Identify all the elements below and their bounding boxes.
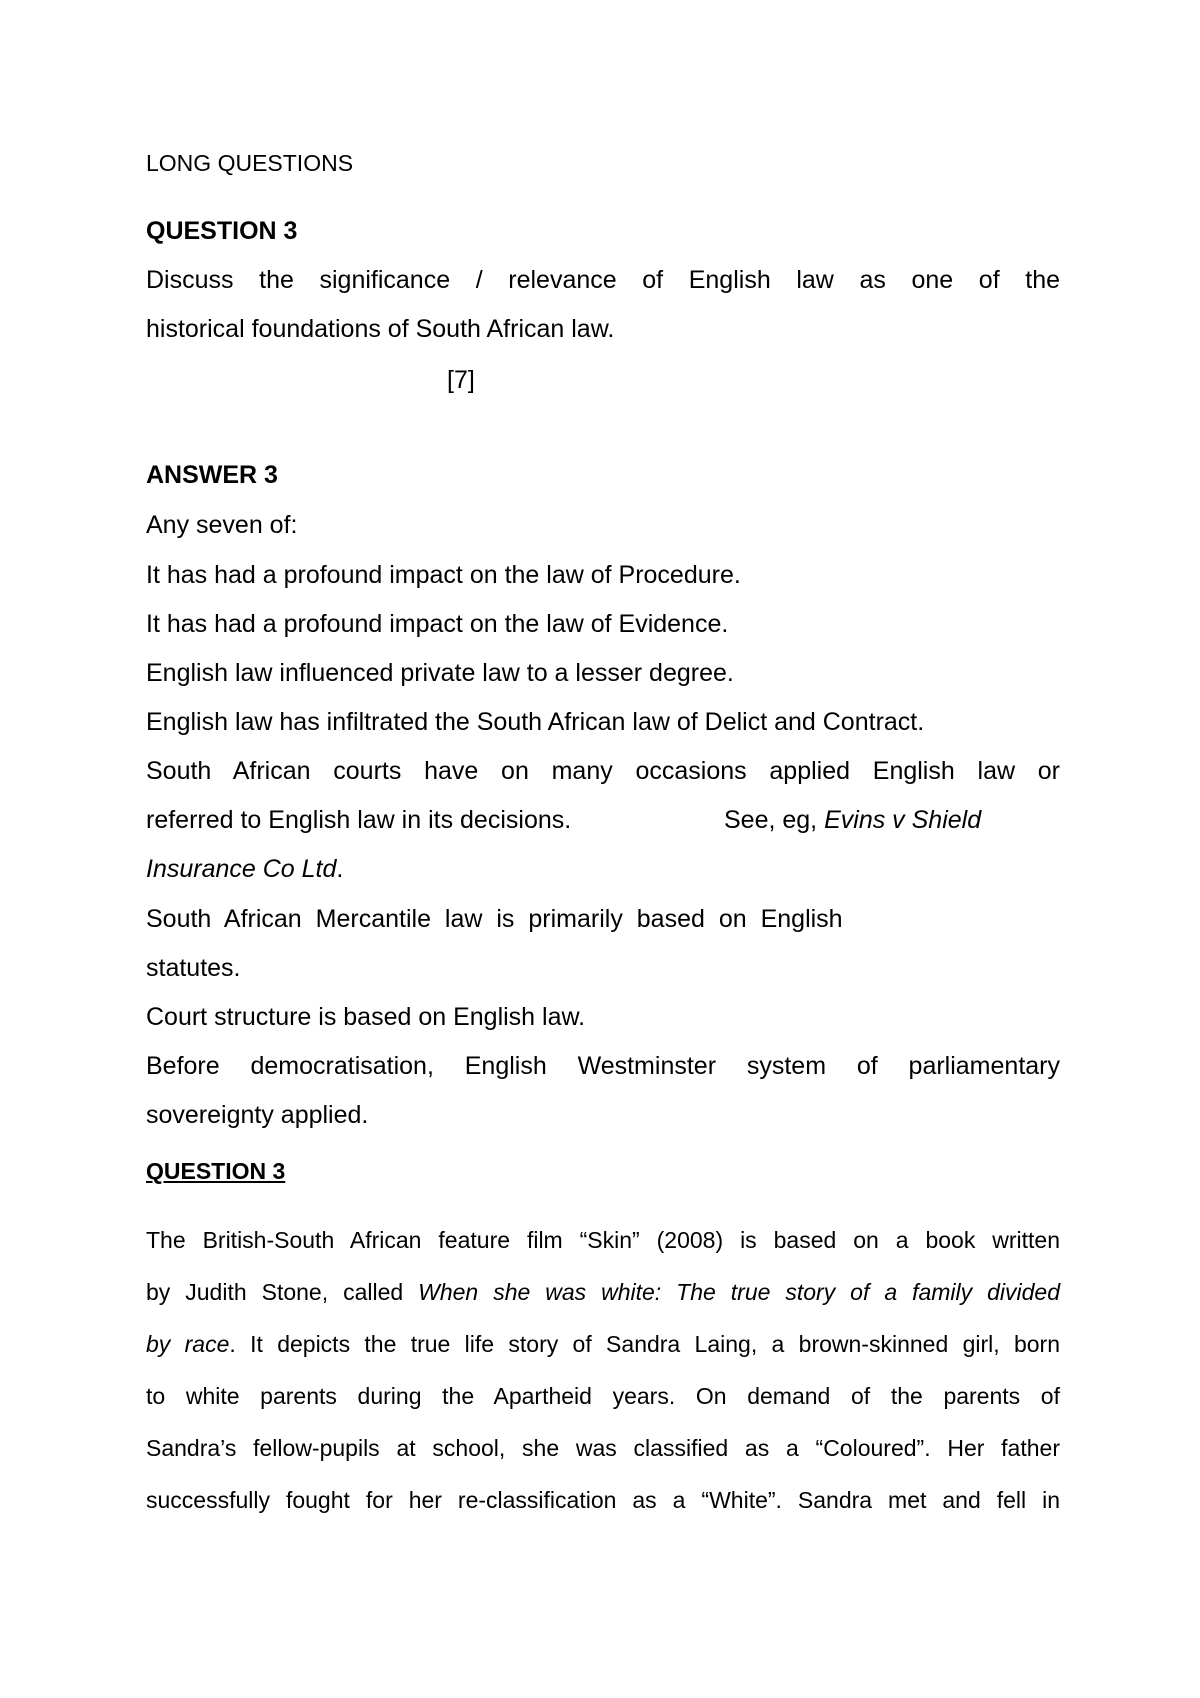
passage-text: . It depicts the true life story of Sandra Laing, a brown-skinned girl, born (229, 1331, 1060, 1357)
passage-text: by Judith Stone, called (146, 1279, 404, 1305)
answer-point: Court structure is based on English law. (146, 1003, 586, 1031)
question-text-line: Discuss the significance / relevance of English law as one of the (146, 266, 1060, 294)
answer-point: It has had a profound impact on the law of Evidence. (146, 610, 729, 638)
answer-point-continued: sovereignty applied. (146, 1101, 369, 1129)
case-name: Insurance Co Ltd (146, 855, 337, 883)
answer-point: English law has infiltrated the South African law of Delict and Contract. (146, 708, 925, 736)
answer-point-continued (146, 806, 571, 835)
passage-line: The British-South African feature film “Skin” (2008) is based on a book written (146, 1227, 1060, 1253)
question-marks: [7] (447, 366, 475, 394)
passage-line: successfully fought for her re-classification as a “White”. Sandra met and fell in (146, 1487, 1060, 1513)
see-eg-text: See, eg, (724, 806, 818, 834)
question-heading: QUESTION 3 (146, 1158, 286, 1184)
passage-line: Sandra’s fellow-pupils at school, she was classified as a “Coloured”. Her father (146, 1435, 1060, 1461)
question-text-line: historical foundations of South African law. (146, 315, 615, 343)
answer-intro: Any seven of: (146, 511, 298, 539)
book-title: by race (146, 1331, 230, 1357)
passage-line (146, 1279, 1060, 1306)
answer-point: South African Mercantile law is primarily based on English (146, 905, 843, 933)
answer-point: South African courts have on many occasions applied English law or (146, 757, 1060, 785)
answer-heading: ANSWER 3 (146, 461, 278, 489)
case-period: . (336, 855, 344, 883)
answer-point-continued: statutes. (146, 954, 241, 982)
case-name-line (146, 855, 343, 884)
case-name: Evins v Shield (824, 806, 982, 834)
passage-line (146, 1331, 1060, 1358)
book-title: When she was white: The true story of a family divided (418, 1279, 1060, 1305)
case-reference (724, 806, 981, 835)
answer-point: English law influenced private law to a lesser degree. (146, 659, 734, 687)
answer-point: Before democratisation, English Westminster system of parliamentary (146, 1052, 1060, 1080)
question-heading: QUESTION 3 (146, 217, 298, 245)
section-label: LONG QUESTIONS (146, 150, 354, 176)
answer-point: It has had a profound impact on the law of Procedure. (146, 561, 741, 589)
courts-text: referred to English law in its decisions. (146, 806, 572, 834)
passage-line: to white parents during the Apartheid years. On demand of the parents of (146, 1383, 1060, 1409)
